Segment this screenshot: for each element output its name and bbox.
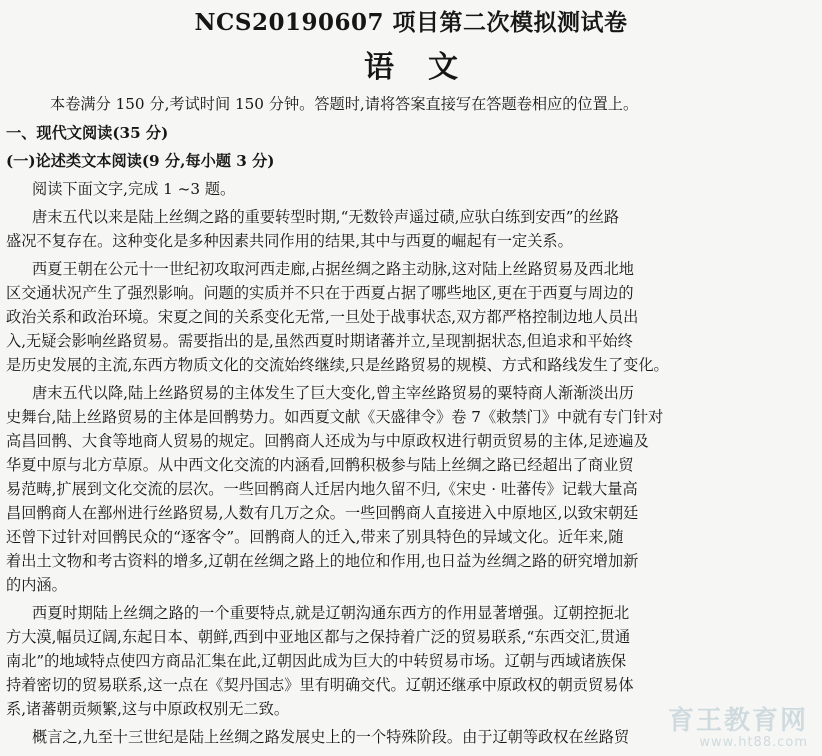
exam-instructions: 本卷满分 150 分,考试时间 150 分钟。答题时,请将答案直接写在答题卷相应的位置上。 [50, 95, 639, 113]
watermark-logo-text: 育王教育网 [667, 706, 808, 736]
passage-line: 史舞台,陆上丝路贸易的主体是回鹘势力。如西夏文献《天盛律令》卷 7《敕禁门》中就有专门针对 [6, 408, 664, 426]
passage-line: 易范畴,扩展到文化交流的层次。一些回鹘商人迁居内地久留不归,《宋史 · 吐蕃传》记载大量高 [6, 480, 638, 498]
passage-line: 华夏中原与北方草原。从中西文化交流的内涵看,回鹘积极参与陆上丝绸之路已经超出了商业贸 [6, 456, 634, 474]
passage-line: 区交通状况产生了强烈影响。问题的实质并不只在于西夏占据了哪些地区,更在于西夏与周边的 [6, 284, 634, 302]
exam-title: NCS20190607 项目第二次模拟测试卷 [194, 9, 628, 36]
passage-line: 盛况不复存在。这种变化是多种因素共同作用的结果,其中与西夏的崛起有一定关系。 [6, 232, 573, 250]
site-watermark [668, 706, 808, 750]
passage-line: 西夏时期陆上丝绸之路的一个重要特点,就是辽朝沟通东西方的作用显著增强。辽朝控扼北 [32, 604, 630, 622]
passage-line: 持着密切的贸易联系,这一点在《契丹国志》里有明确交代。辽朝还继承中原政权的朝贡贸易体 [6, 676, 634, 694]
passage-line: 着出土文物和考古资料的增多,辽朝在丝绸之路上的地位和作用,也日益为丝绸之路的研究增加新 [6, 552, 639, 570]
subsection-heading: (一)论述类文本阅读(9 分,每小题 3 分) [6, 152, 275, 170]
passage-line: 是历史发展的主流,东西方物质文化的交流始终继续,只是丝路贸易的规模、方式和路线发生了变化。 [6, 356, 669, 374]
passage-line: 入,无疑会影响丝路贸易。需要指出的是,虽然西夏时期诸蕃并立,呈现割据状态,但追求和平始终 [6, 332, 633, 350]
passage-line: 系,诸蕃朝贡频繁,这与中原政权别无二致。 [6, 700, 290, 718]
passage-line: 昌回鹘商人在鄯州进行丝路贸易,人数有几万之众。一些回鹘商人直接进入中原地区,以致宋朝廷 [6, 504, 639, 522]
passage-line: 还曾下过针对回鹘民众的“逐客令”。回鹘商人的迁入,带来了别具特色的异域文化。近年来,随 [6, 528, 624, 546]
passage-line: 概言之,九至十三世纪是陆上丝绸之路发展史上的一个特殊阶段。由于辽朝等政权在丝路贸 [32, 728, 630, 746]
passage-line: 南北”的地域特点使四方商品汇集在此,辽朝因此成为巨大的中转贸易市场。辽朝与西域诸族保 [6, 652, 627, 670]
passage-line: 方大漠,幅员辽阔,东起日本、朝鲜,西到中亚地区都与之保持着广泛的贸易联系,“东西交汇,贯通 [6, 628, 631, 646]
passage-line: 唐末五代以来是陆上丝绸之路的重要转型时期,“无数铃声遥过碛,应驮白练到安西”的丝路 [32, 208, 620, 226]
subject-title: 语文 [364, 50, 492, 85]
passage-line: 西夏王朝在公元十一世纪初攻取河西走廊,占据丝绸之路主动脉,这对陆上丝路贸易及西北地 [32, 260, 634, 278]
reading-prompt: 阅读下面文字,完成 1 ~3 题。 [32, 180, 236, 198]
passage-line: 的内涵。 [6, 576, 67, 594]
passage-line: 高昌回鹘、大食等地商人贸易的规定。回鹘商人还成为与中原政权进行朝贡贸易的主体,足迹遍及 [6, 432, 649, 450]
passage-line: 政治关系和政治环境。宋夏之间的关系变化无常,一旦处于战事状态,双方都严格控制边地人员出 [6, 308, 639, 326]
watermark-url: www.ht88.com [699, 735, 808, 750]
passage-line: 唐末五代以降,陆上丝路贸易的主体发生了巨大变化,曾主宰丝路贸易的粟特商人渐渐淡出历 [32, 384, 634, 402]
section-heading: 一、现代文阅读(35 分) [6, 124, 169, 142]
